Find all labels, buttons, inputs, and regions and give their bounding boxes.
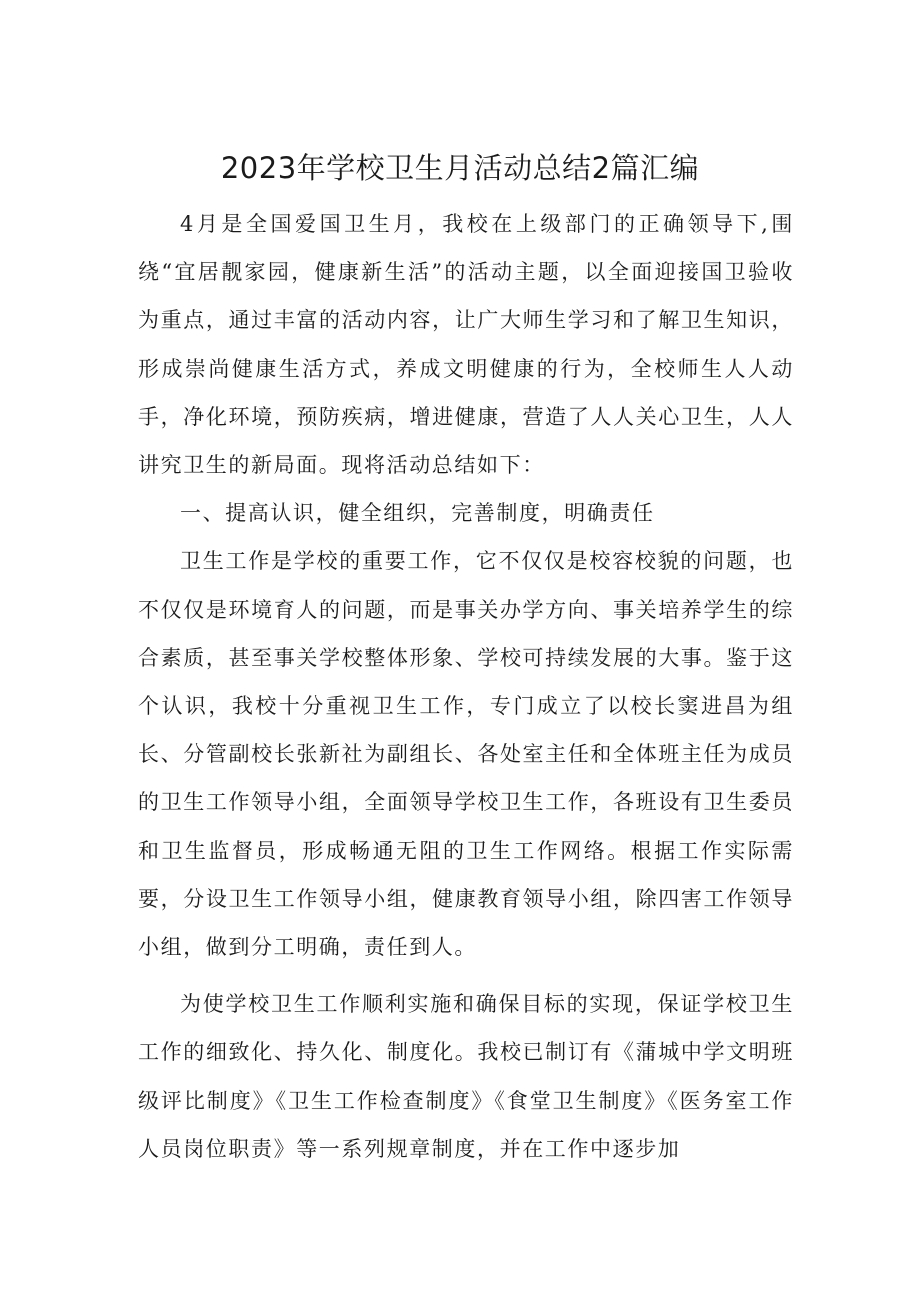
paragraph-intro: 4月是全国爱国卫生月，我校在上级部门的正确领导下,围绕“宜居靓家园，健康新生活”的活动主题，以全面迎接国卫验收为重点，通过丰富的活动内容，让广大师生学习和了解卫生知识，形成崇尚健康生活方式，养成文明健康的行为，全校师生人人动手，净化环境，预防疾病，增进健康，营造了人人关心卫生，人人讲究卫生的新局面。现将活动总结如下： — [138, 212, 794, 478]
section-heading-1: 一、提高认识，健全组织，完善制度，明确责任 — [180, 501, 655, 526]
paragraph-organization: 卫生工作是学校的重要工作，它不仅仅是校容校貌的问题，也不仅仅是环境育人的问题，而是事关办学方向、事关培养学生的综合素质，甚至事关学校整体形象、学校可持续发展的大事。鉴于这个认识，我校十分重视卫生工作，专门成立了以校长窦进昌为组长、分管副校长张新社为副组长、各处室主任和全体班主任为成员的卫生工作领导小组，全面领导学校卫生工作，各班设有卫生委员和卫生监督员，形成畅通无阻的卫生工作网络。根据工作实际需要，分设卫生工作领导小组，健康教育领导小组，除四害工作领导小组，做到分工明确，责任到人。 — [138, 549, 794, 960]
paragraph-regulations: 为使学校卫生工作顺利实施和确保目标的实现，保证学校卫生工作的细致化、持久化、制度化。我校已制订有《蒲城中学文明班级评比制度》《卫生工作检查制度》《食堂卫生制度》《医务室工作人员岗位职责》等一系列规章制度，并在工作中逐步加 — [138, 992, 794, 1161]
document-body — [138, 200, 794, 1173]
document-title: 2023年学校卫生月活动总结2篇汇编 — [220, 151, 700, 185]
